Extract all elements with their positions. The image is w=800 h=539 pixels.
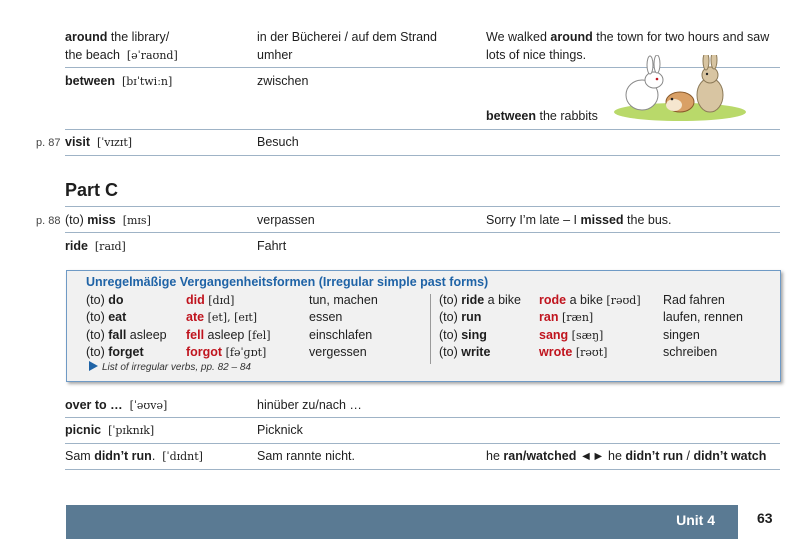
example-bold: around [550,30,593,44]
example [486,447,780,465]
box-title: Unregelmäßige Vergangenheitsformen (Irregular simple past forms) [86,275,489,289]
pronunciation: [fəˈɡɒt] [225,346,267,359]
vocab-term [65,211,250,230]
divider [65,469,780,470]
translation: Fahrt [257,239,287,253]
translation: Sam rannte nicht. [257,449,355,463]
vocab-term [65,28,250,65]
pronunciation: [ˈvɪzɪt] [96,136,133,149]
translation-line1: in der Bücherei / auf dem Strand [257,30,437,44]
unit-label: Unit 4 [676,512,715,528]
past-form: did [186,293,205,307]
example [486,211,780,229]
term-word: between [65,74,116,88]
vocab-term [65,396,250,415]
irregular-forms-box [66,270,781,382]
verb-prefix: (to) [439,345,462,359]
divider [65,155,780,156]
translation-line2: umher [257,48,293,62]
translation: essen [309,310,343,324]
divider [65,443,780,444]
translation: singen [663,328,700,342]
pronunciation: [ˈəʊvə] [129,399,168,412]
term-word: around [65,30,108,44]
arrow-right-icon [89,361,98,371]
verb: forget [108,345,144,359]
pronunciation: [ˈdɪdnt] [162,450,203,463]
pronunciation: [sæŋ] [571,329,604,342]
contrast-arrows: ◄► [576,449,609,463]
pronunciation: [dɪd] [208,294,235,307]
pronunciation: [ˈpɪknɪk] [108,424,155,437]
example-post: the rabbits [536,109,598,123]
translation: Besuch [257,135,299,149]
divider [65,206,780,207]
page-reference: p. 87 [36,137,61,149]
example-bold: didn’t run [625,449,684,463]
verb-prefix: (to) [86,345,109,359]
example-bold: didn’t watch [693,449,767,463]
hamster [666,92,694,112]
term-line2: the beach [65,48,120,62]
translation: Picknick [257,423,303,437]
pronunciation: [raɪd] [94,240,126,253]
verb-rest: asleep [126,328,167,342]
verb: write [461,345,491,359]
verb: ride [461,293,485,307]
term-rest: the library/ [107,30,170,44]
verb: eat [108,310,127,324]
brown-rabbit [697,55,723,112]
vocab-term [65,421,250,440]
translation: einschlafen [309,328,373,342]
rabbits-illustration [610,55,780,125]
verb-prefix: (to) [86,293,109,307]
vocab-term [65,447,250,466]
example-pre: he [608,449,626,463]
verb: run [461,310,482,324]
term-word: picnic [65,423,102,437]
verb: fall [108,328,127,342]
past-form: fell [186,328,205,342]
divider [65,129,780,130]
term-rest: . [151,449,156,463]
pronunciation: [mɪs] [122,214,151,227]
past-form: forgot [186,345,223,359]
example-post: the bus. [623,213,672,227]
example-bold: missed [580,213,624,227]
translation: hinüber zu/nach … [257,398,362,412]
reference-note [89,362,251,373]
section-heading: Part C [65,180,119,200]
note-text: List of irregular verbs, pp. 82 – 84 [102,362,251,373]
term-word: didn’t run [94,449,152,463]
term-prefix: Sam [65,449,95,463]
past-form: sang [539,328,569,342]
term-prefix: (to) [65,213,88,227]
example-bold: between [486,109,537,123]
translation: laufen, rennen [663,310,743,324]
vocab-term [65,133,250,152]
translation [257,28,482,64]
term-word: over to … [65,398,123,412]
past-form: wrote [539,345,573,359]
pronunciation: [rəʊd] [606,294,641,307]
white-rabbit [626,55,663,110]
example-pre: he [486,449,504,463]
divider [65,232,780,233]
verb-rest: a bike [484,293,522,307]
example-bold: ran/watched [503,449,577,463]
pronunciation: [əˈraʊnd] [126,49,178,62]
past-form: rode [539,293,567,307]
translation: vergessen [309,345,367,359]
verb: sing [461,328,487,342]
divider [65,417,780,418]
vocab-term [65,237,250,256]
translation: schreiben [663,345,718,359]
pronunciation: [et], [eɪt] [207,311,258,324]
column-divider [430,294,431,364]
translation: tun, machen [309,293,378,307]
translation: Rad fahren [663,293,725,307]
footer-bar [66,505,738,539]
verb-prefix: (to) [86,328,109,342]
term-word: ride [65,239,88,253]
example-pre: Sorry I’m late – I [486,213,581,227]
example-pre: We walked [486,30,551,44]
verb-prefix: (to) [86,310,109,324]
translation: zwischen [257,74,309,88]
example-post: the town for two hours and saw [592,30,770,44]
verb: do [108,293,124,307]
pronunciation: [rəʊt] [575,346,608,359]
separator: / [683,449,694,463]
term-word: miss [87,213,116,227]
vocab-term [65,72,250,91]
verb-prefix: (to) [439,310,462,324]
translation: verpassen [257,213,315,227]
pronunciation: [fel] [247,329,271,342]
past-rest: a bike [566,293,603,307]
page-number: 63 [757,510,773,526]
past-form: ran [539,310,559,324]
pronunciation: [ræn] [561,311,594,324]
past-form: ate [186,310,205,324]
term-word: visit [65,135,91,149]
past-rest: asleep [204,328,245,342]
verb-prefix: (to) [439,293,462,307]
page-reference: p. 88 [36,215,61,227]
pronunciation: [bɪˈtwiːn] [121,75,173,88]
verb-prefix: (to) [439,328,462,342]
example-line2: lots of nice things. [486,48,587,62]
